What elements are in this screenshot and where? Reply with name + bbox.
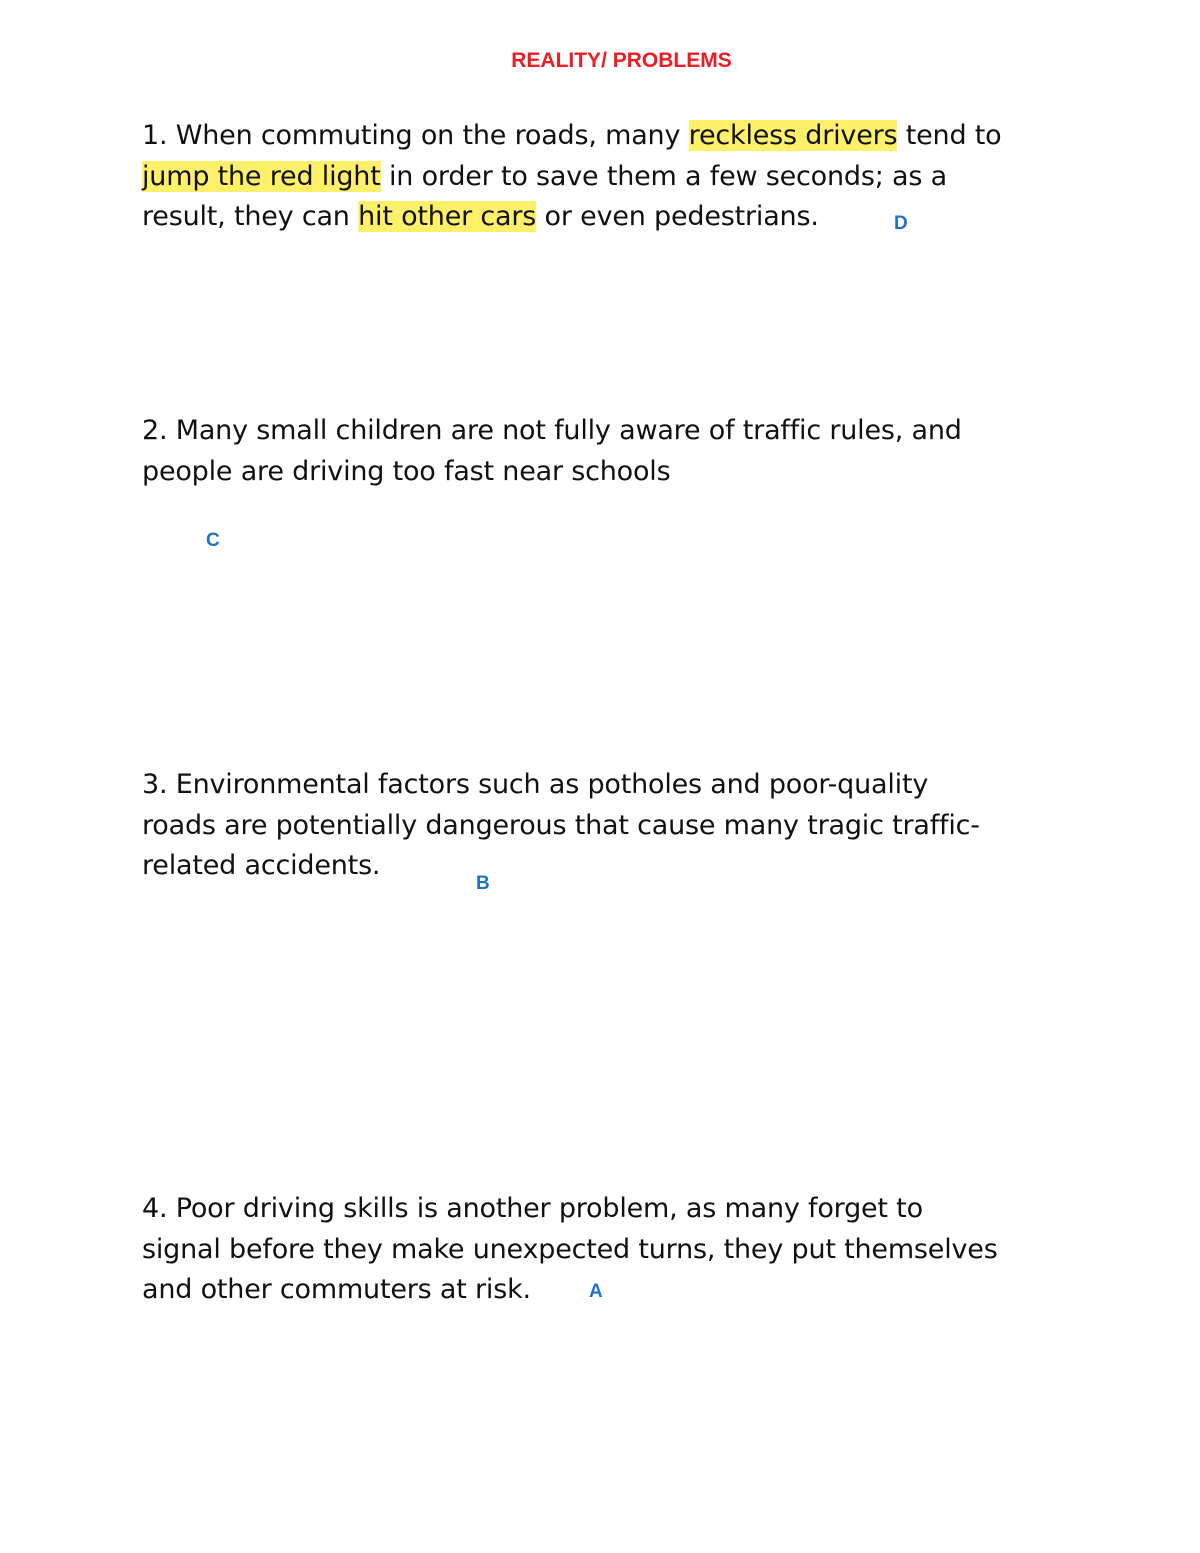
answer-letter-4: A	[589, 1281, 603, 1302]
answer-letter-3: B	[476, 873, 490, 894]
answer-letter-1: D	[894, 213, 908, 234]
highlighted-phrase: reckless drivers	[688, 120, 898, 151]
item-line: and other commuters at risk.	[142, 1274, 531, 1305]
item-line: 4. Poor driving skills is another problem, as many forget to	[142, 1193, 923, 1224]
item-line: result, they can hit other cars or even pedestrians.	[142, 201, 819, 232]
problem-item-2	[142, 411, 1042, 492]
item-line: people are driving too fast near schools	[142, 455, 671, 487]
problem-item-3	[142, 765, 1042, 887]
item-line: jump the red light in order to save them a few seconds; as a	[142, 160, 947, 192]
highlighted-phrase: hit other cars	[358, 201, 537, 232]
item-line: 1. When commuting on the roads, many reckless drivers tend to	[142, 120, 1002, 151]
item-line: related accidents.	[142, 850, 381, 881]
answer-letter-2: C	[206, 530, 220, 551]
item-line: 2. Many small children are not fully aware of traffic rules, and	[142, 415, 962, 446]
page-title: REALITY/ PROBLEMS	[511, 49, 732, 72]
item-line: roads are potentially dangerous that cause many tragic traffic-	[142, 809, 980, 841]
item-line: 3. Environmental factors such as potholes and poor-quality	[142, 769, 929, 800]
highlighted-phrase: jump the red light	[142, 160, 381, 192]
item-line: signal before they make unexpected turns, they put themselves	[142, 1233, 998, 1265]
